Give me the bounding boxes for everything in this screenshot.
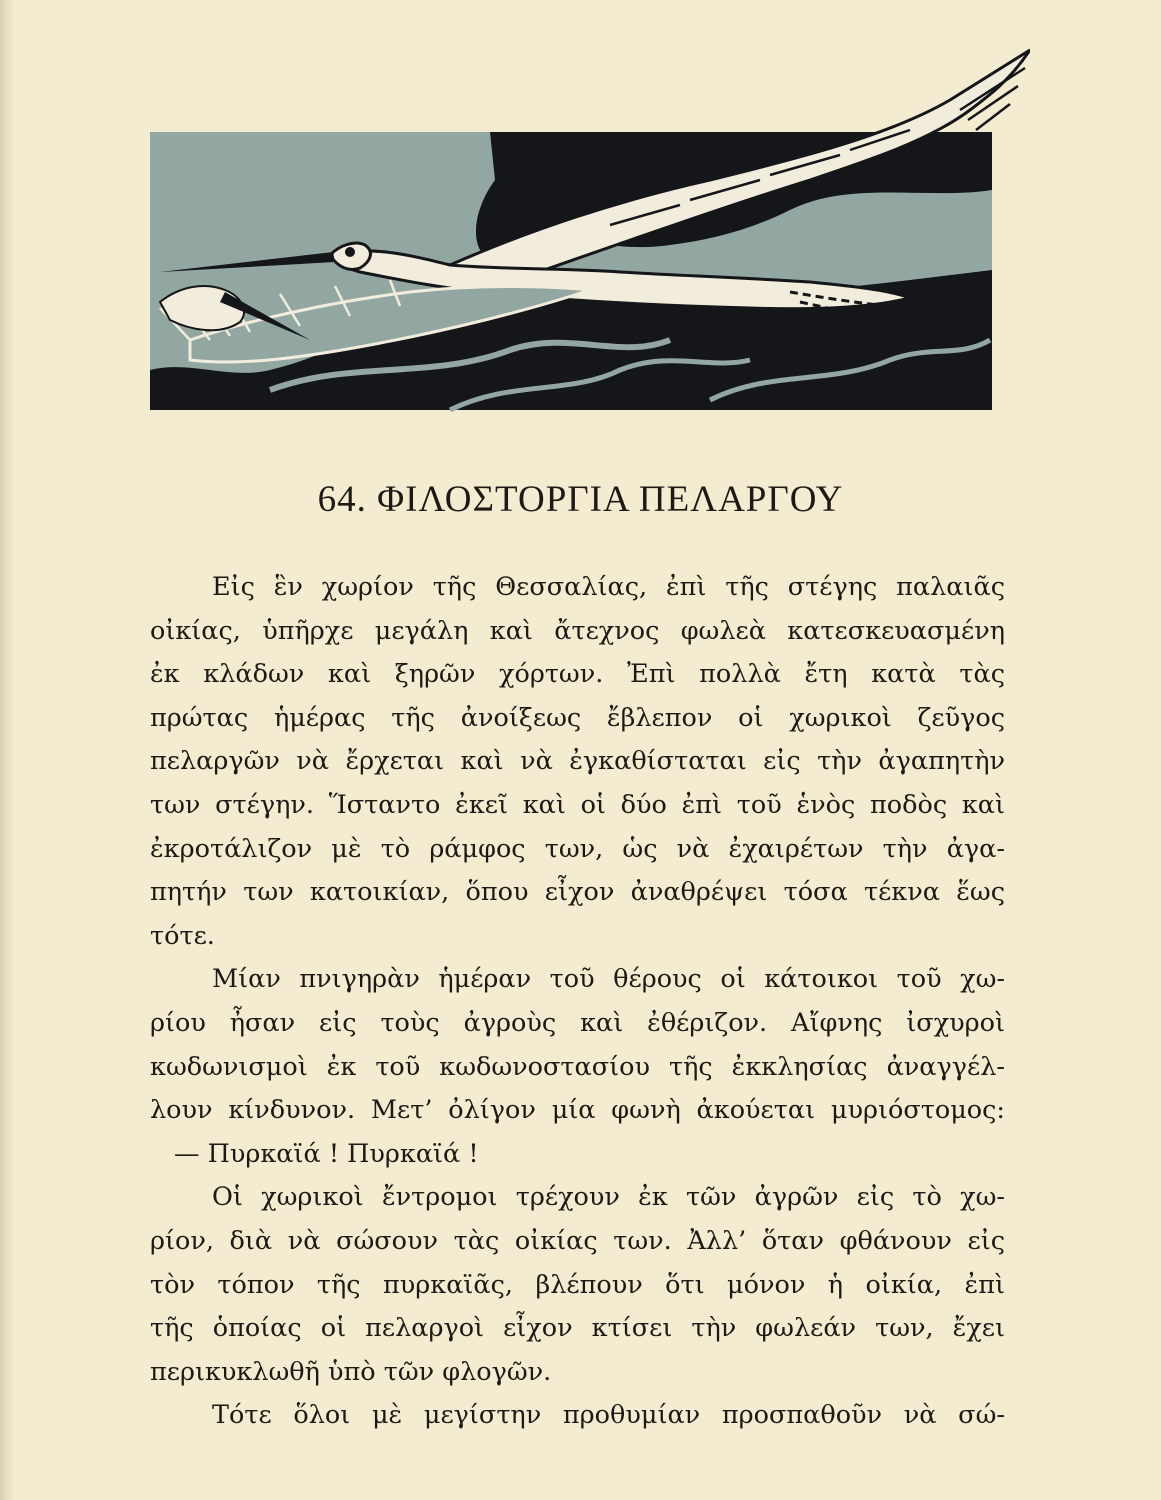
text-line: κωδωνισμοὶ ἐκ τοῦ κωδωνοστασίου τῆς ἐκκλησίας ἀναγγέλ- <box>150 1051 1005 1082</box>
text-line: ρίον, διὰ νὰ σώσουν τὰς οἰκίας των. Ἀλλ’ ὅταν φθάνουν εἰς <box>150 1225 1005 1256</box>
text-line: ἐκ κλάδων καὶ ξηρῶν χόρτων. Ἐπὶ πολλὰ ἔτη κατὰ τὰς <box>150 659 1005 690</box>
paragraph-2 <box>150 958 1005 1132</box>
paragraph-5 <box>150 1394 1005 1438</box>
text-line: Τότε ὅλοι μὲ μεγίστην προθυμίαν προσπαθοῦν νὰ σώ- <box>212 1400 1005 1431</box>
text-line: πελαργῶν νὰ ἔρχεται καὶ νὰ ἐγκαθίσταται εἰς τὴν ἀγαπητὴν <box>150 746 1005 777</box>
paragraph-4 <box>150 1176 1005 1394</box>
text-line: οἰκίας, ὑπῆρχε μεγάλη καὶ ἄτεχνος φωλεὰ κατεσκευασμένη <box>150 615 1005 646</box>
body-text <box>150 566 1005 1438</box>
paragraph-3 <box>150 1133 1005 1177</box>
stork-eye <box>345 247 355 257</box>
text-line: Μίαν πνιγηρὰν ἡμέραν τοῦ θέρους οἱ κάτοικοι τοῦ χω- <box>212 964 1005 995</box>
text-line: ρίου ἦσαν εἰς τοὺς ἀγροὺς καὶ ἐθέριζον. Αἴφνης ἰσχυροὶ <box>150 1007 1005 1038</box>
text-line: Οἱ χωρικοὶ ἔντρομοι τρέχουν ἐκ τῶν ἀγρῶν εἰς τὸ χω- <box>212 1182 1005 1213</box>
text-line: Εἰς ἓν χωρίον τῆς Θεσσαλίας, ἐπὶ τῆς στέγης παλαιᾶς <box>212 572 1005 602</box>
text-line: πητήν των κατοικίαν, ὅπου εἶχον ἀναθρέψει τόσα τέκνα ἕως <box>150 877 1005 908</box>
text-line: λουν κίνδυνον. Μετ’ ὀλίγον μία φωνὴ ἀκούεται μυριόστομος: <box>150 1095 1005 1126</box>
text-line: τὸν τόπον τῆς πυρκαϊᾶς, βλέπουν ὅτι μόνον ἡ οἰκία, ἐπὶ <box>150 1269 1005 1300</box>
text-line: ἐκροτάλιζον μὲ τὸ ράμφος των, ὡς νὰ ἐχαιρέτων τὴν ἀγα- <box>150 833 1005 864</box>
text-line: τότε. <box>150 920 215 951</box>
text-line: των στέγην. Ἵσταντο ἐκεῖ καὶ οἱ δύο ἐπὶ τοῦ ἑνὸς ποδὸς καὶ <box>150 789 1005 820</box>
text-line: περικυκλωθῆ ὑπὸ τῶν φλογῶν. <box>150 1356 552 1387</box>
page-edge <box>0 0 14 1500</box>
text-line: τῆς ὁποίας οἱ πελαργοὶ εἶχον κτίσει τὴν φωλεάν των, ἔχει <box>150 1313 1005 1344</box>
chapter-title: 64. ΦΙΛΟΣΤΟΡΓΙΑ ΠΕΛΑΡΓΟΥ <box>317 479 844 520</box>
stork-illustration <box>150 40 1030 412</box>
paragraph-1 <box>150 566 1005 958</box>
text-line: — Πυρκαϊά ! Πυρκαϊά ! <box>174 1138 479 1169</box>
text-line: πρώτας ἡμέρας τῆς ἀνοίξεως ἔβλεπον οἱ χωρικοὶ ζεῦγος <box>150 702 1005 733</box>
